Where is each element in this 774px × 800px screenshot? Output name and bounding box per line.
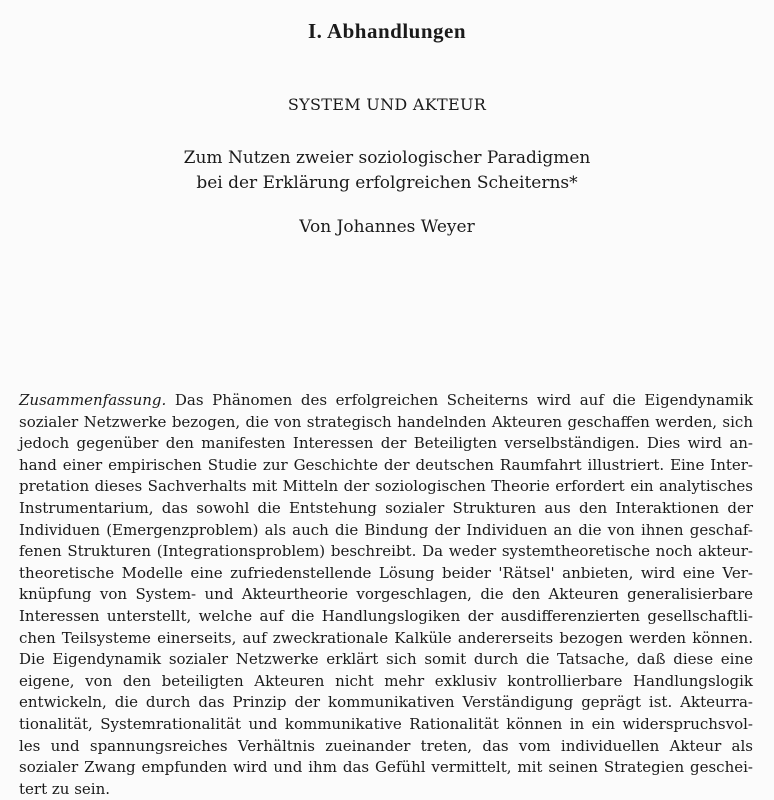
abstract-line: entwickeln, die durch das Prinzip der kommunikativen Verständigung geprägt ist. Akteurra- — [19, 693, 753, 712]
abstract-line: tert zu sein. — [19, 779, 111, 798]
author-byline: Von Johannes Weyer — [299, 217, 475, 237]
article-title: SYSTEM UND AKTEUR — [287, 95, 487, 114]
subtitle-line-1: Zum Nutzen zweier soziologischer Paradigmen — [183, 148, 591, 168]
section-heading: I. Abhandlungen — [307, 19, 467, 43]
abstract-line: theoretische Modelle eine zufriedenstellende Lösung beider 'Rätsel' anbieten, wird eine Ver- — [19, 563, 753, 582]
abstract-line: eigene, von den beteiligten Akteuren nicht mehr exklusiv kontrollierbare Handlungslogik — [19, 671, 753, 690]
abstract-first-line-text: Das Phänomen des erfolgreichen Scheiterns wird auf die Eigendynamik — [166, 391, 753, 409]
abstract-line: knüpfung von System- und Akteurtheorie vorgeschlagen, die den Akteuren generalisierbare — [19, 585, 753, 604]
abstract — [19, 390, 753, 800]
subtitle-line-2: bei der Erklärung erfolgreichen Scheiterns* — [196, 173, 578, 193]
abstract-line — [19, 390, 753, 412]
article-subtitle — [0, 146, 774, 196]
abstract-line: tionalität, Systemrationalität und kommunikative Rationalität können in ein widerspruchsvol- — [19, 714, 753, 733]
abstract-line: les und spannungsreiches Verhältnis zueinander treten, das vom individuellen Akteur als — [19, 736, 753, 755]
abstract-line: pretation dieses Sachverhalts mit Mitteln der soziologischen Theorie erfordert ein analytisches — [19, 477, 753, 496]
abstract-line: Individuen (Emergenzproblem) als auch die Bindung der Individuen an die von ihnen geschaf- — [19, 520, 753, 539]
abstract-line: jedoch gegenüber den manifesten Interessen der Beteiligten verselbständigen. Dies wird an- — [19, 434, 753, 453]
abstract-lead: Zusammenfassung. — [19, 391, 167, 409]
abstract-line: chen Teilsysteme einerseits, auf zweckrationale Kalküle andererseits bezogen werden können. — [19, 628, 753, 647]
abstract-line: fenen Strukturen (Integrationsproblem) beschreibt. Da weder systemtheoretische noch akteur- — [19, 542, 753, 561]
abstract-line: sozialer Zwang empfunden wird und ihm das Gefühl vermittelt, mit seinen Strategien geschei- — [19, 758, 753, 777]
abstract-line: sozialer Netzwerke bezogen, die von strategisch handelnden Akteuren geschaffen werden, sich — [19, 412, 753, 431]
abstract-line: Interessen unterstellt, welche auf die Handlungslogiken der ausdifferenzierten gesellschaftli- — [19, 606, 753, 625]
abstract-line: Instrumentarium, das sowohl die Entstehung sozialer Strukturen aus den Interaktionen der — [19, 498, 753, 517]
abstract-line: Die Eigendynamik sozialer Netzwerke erklärt sich somit durch die Tatsache, daß diese eine — [19, 650, 753, 669]
abstract-line: hand einer empirischen Studie zur Geschichte der deutschen Raumfahrt illustriert. Eine Inter- — [19, 455, 753, 474]
